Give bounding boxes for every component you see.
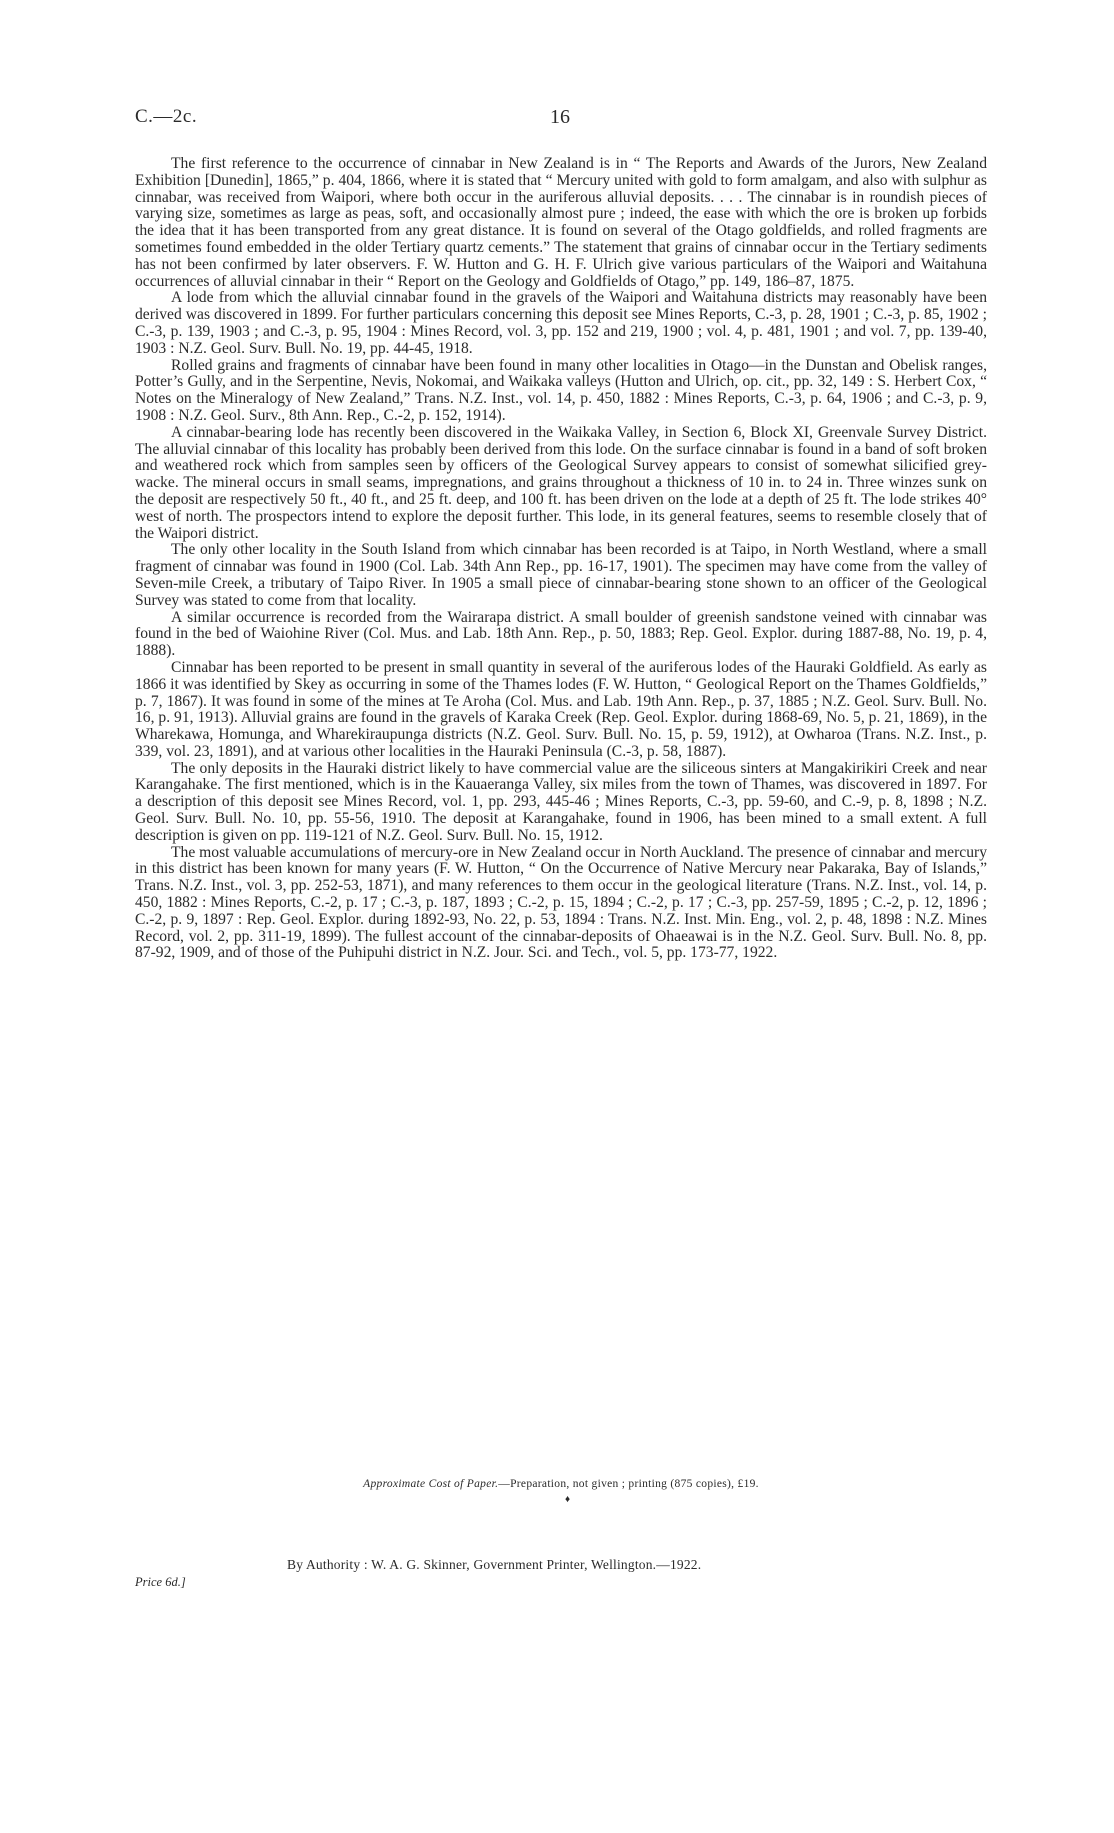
printer-authority: By Authority : W. A. G. Skinner, Government Printer, Wellington.—1922. [287, 1557, 702, 1572]
page-number: 16 [550, 106, 570, 128]
paragraph-taipo: The only other locality in the South Island from which cinnabar has been recorded is at Taipo, in North Westland, where a small fragment of cinnabar was found in 1900 (Col. Lab. 34th Ann Rep., pp. 16-17, 1901). The specimen may have come from the valley of Seven-mile Creek, a tributary of Taipo River. In 1905 a small piece of cinnabar-bearing stone shown to an officer of the Geological Survey was stated to come from that locality. [135, 541, 987, 609]
cost-text: —Preparation, not given ; printing (875 copies), £19. [498, 1478, 759, 1490]
paragraph-north-auckland: The most valuable accumulations of mercury-ore in New Zealand occur in North Auckland. The presence of cinnabar and mercury in this district has been known for many years (F. W. Hutton, “ On the Occurrence of Native Mercury near Pakaraka, Bay of Islands,” Trans. N.Z. Inst., vol. 3, pp. 252-53, 1871), and many references to them occur in the geological literature (Trans. N.Z. Inst., vol. 14, p. 450, 1882 : Mines Reports, C.-2, p. 17 ; C.-3, p. 187, 1893 ; C.-2, p. 15, 1894 ; C.-2, p. 17 ; C.-3, pp. 257-59, 1895 ; C.-2, p. 12, 1896 ; C.-2, p. 9, 1897 : Rep. Geol. Explor. during 1892-93, No. 22, p. 53, 1894 : Trans. N.Z. Inst. Min. Eng., vol. 2, p. 48, 1898 : N.Z. Mines Record, vol. 2, pp. 311-19, 1899). The fullest account of the cinnabar-deposits of Ohaeawai is in the N.Z. Geol. Surv. Bull. No. 8, pp. 87-92, 1909, and of those of the Puhipuhi district in N.Z. Jour. Sci. and Tech., vol. 5, pp. 173-77, 1922. [135, 843, 987, 962]
paragraph-waikaka-lode: A cinnabar-bearing lode has recently been discovered in the Waikaka Valley, in Section 6, Block XI, Greenvale Survey District. The alluvial cinnabar of this locality has probably been derived from this lode. On the surface cinnabar is found in a band of soft broken and weathered rock which from samples seen by officers of the Geological Survey appears to consist of somewhat silicified grey-wacke. The mineral occurs in small seams, impregnations, and grains throughout a thickness of 10 in. to 24 in. Three winzes sunk on the deposit are respectively 50 ft., 40 ft., and 25 ft. deep, and 100 ft. has been driven on the lode at a depth of 25 ft. The lode strikes 40° west of north. The prospectors intend to explore the deposit further. This lode, in its general features, seems to resemble closely that of the Waipori district. [135, 423, 987, 542]
printer-mark: ♦ [565, 1494, 571, 1505]
cost-label: Approximate Cost of Paper. [363, 1478, 499, 1490]
paragraph-rolled-grains: Rolled grains and fragments of cinnabar have been found in many other localities in Otago—in the Dunstan and Obelisk ranges, Potter’s Gully, and in the Serpentine, Nevis, Nokomai, and Waikaka valleys (Hutton and Ulrich, op. cit., pp. 32, 149 : S. Herbert Cox, “ Notes on the Mineralogy of New Zealand,” Trans. N.Z. Inst., vol. 14, p. 450, 1882 : Mines Reports, C.-3, p. 64, 1906 ; and C.-3, p. 9, 1908 : N.Z. Geol. Surv., 8th Ann. Rep., C.-2, p. 152, 1914). [135, 356, 987, 424]
paragraph-waipori-lode: A lode from which the alluvial cinnabar found in the gravels of the Waipori and Waitahuna districts may reasonably have been derived was discovered in 1899. For further particulars concerning this deposit see Mines Reports, C.-3, p. 28, 1901 ; C.-3, p. 85, 1902 ; C.-3, p. 139, 1903 ; and C.-3, p. 95, 1904 : Mines Record, vol. 3, pp. 152 and 219, 1900 ; vol. 4, p. 481, 1901 ; and vol. 7, pp. 139-40, 1903 : N.Z. Geol. Surv. Bull. No. 19, pp. 44-45, 1918. [135, 289, 987, 357]
paragraph-wairarapa: A similar occurrence is recorded from the Wairarapa district. A small boulder of greenish sandstone veined with cinnabar was found in the bed of Waiohine River (Col. Mus. and Lab. 18th Ann. Rep., p. 50, 1883; Rep. Geol. Explor. during 1887-88, No. 19, p. 4, 1888). [135, 608, 987, 660]
document-code: C.—2c. [135, 106, 198, 127]
paragraph-otago-first-reference: The first reference to the occurrence of cinnabar in New Zealand is in “ The Reports and Awards of the Jurors, New Zealand Exhibition [Dunedin], 1865,” p. 404, 1866, where it is stated that “ Mercury united with gold to form amalgam, and also with sulphur as cinnabar, was received from Waipori, where both occur in the auriferous alluvial deposits. . . . The cinnabar is in roundish pieces of varying size, sometimes as large as peas, soft, and occasionally almost pure ; indeed, the ease with which the ore is broken up forbids the idea that it has been transported from any great distance. It is found on several of the Otago goldfields, and rolled fragments are sometimes found embedded in the older Tertiary quartz cements.” The statement that grains of cinnabar occur in the Tertiary sediments has not been confirmed by later observers. F. W. Hutton and G. H. F. Ulrich give various particulars of the Waipori and Waitahuna occurrences of alluvial cinnabar in their “ Report on the Geology and Goldfields of Otago,” pp. 149, 186–87, 1875. [135, 155, 987, 290]
paragraph-hauraki-goldfield: Cinnabar has been reported to be present in small quantity in several of the auriferous lodes of the Hauraki Goldfield. As early as 1866 it was identified by Skey as occurring in some of the Thames lodes (F. W. Hutton, “ Geological Report on the Thames Goldfields,” p. 7, 1867). It was found in some of the mines at Te Aroha (Col. Mus. and Lab. 19th Ann. Rep., p. 37, 1885 ; N.Z. Geol. Surv. Bull. No. 16, p. 91, 1913). Alluvial grains are found in the gravels of Karaka Creek (Rep. Geol. Explor. during 1868-69, No. 5, p. 21, 1869), in the Wharekawa, Homunga, and Wharekiraupunga districts (N.Z. Geol. Surv. Bull. No. 15, p. 59, 1912), at Owharoa (Trans. N.Z. Inst., p. 339, vol. 23, 1891), and at various other localities in the Hauraki Peninsula (C.-3, p. 58, 1887). [135, 658, 987, 760]
body-text [135, 156, 987, 962]
price-note: Price 6d.] [135, 1575, 186, 1589]
page-header [135, 106, 987, 136]
paragraph-hauraki-deposits: The only deposits in the Hauraki district likely to have commercial value are the siliceous sinters at Mangakirikiri Creek and near Karangahake. The first mentioned, which is in the Kauaeranga Valley, six miles from the town of Thames, was discovered in 1897. For a description of this deposit see Mines Record, vol. 1, pp. 293, 445-46 ; Mines Reports, C.-3, pp. 59-60, and C.-9, p. 8, 1898 ; N.Z. Geol. Surv. Bull. No. 10, pp. 55-56, 1910. The deposit at Karangahake, found in 1906, has been mined to a small extent. A full description is given on pp. 119-121 of N.Z. Geol. Surv. Bull. No. 15, 1912. [135, 759, 987, 844]
cost-of-paper-note [135, 1478, 987, 1490]
